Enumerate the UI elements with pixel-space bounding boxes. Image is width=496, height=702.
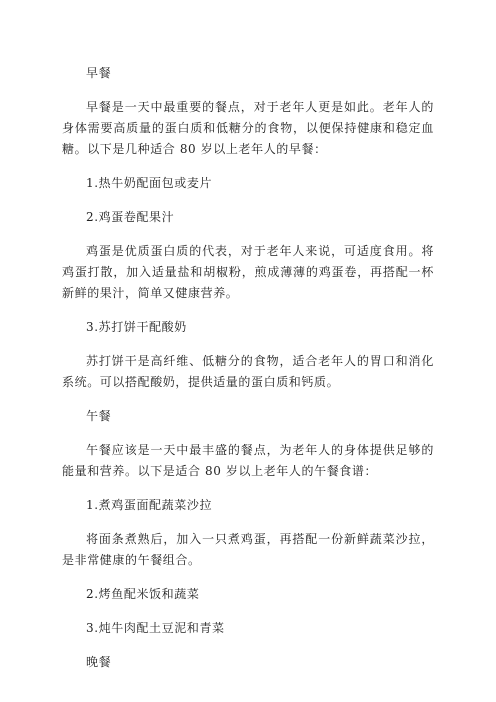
list-item-lunch-2: 2.烤鱼配米饭和蔬菜 (86, 587, 200, 601)
paragraph-noodles: 将面条煮熟后，加入一只煮鸡蛋，再搭配一份新鲜蔬菜沙拉，是非常健康的午餐组合。 (62, 532, 434, 567)
section-heading-dinner: 晚餐 (86, 655, 112, 669)
list-item-lunch-3: 3.炖牛肉配土豆泥和青菜 (86, 621, 225, 635)
paragraph-egg-roll: 鸡蛋是优质蛋白质的代表，对于老年人来说，可适度食用。将鸡蛋打散，加入适量盐和胡椒粉，煎成薄薄的鸡蛋卷，再搭配一杯新鲜的果汁，简单又健康营养。 (62, 244, 434, 300)
section-heading-breakfast: 早餐 (86, 66, 112, 80)
paragraph-soda-crackers: 苏打饼干是高纤维、低糖分的食物，适合老年人的胃口和消化系统。可以搭配酸奶，提供适量的蛋白质和钙质。 (62, 354, 434, 389)
list-item-breakfast-3: 3.苏打饼干配酸奶 (86, 320, 187, 334)
paragraph-lunch-intro: 午餐应该是一天中最丰盛的餐点，为老年人的身体提供足够的能量和营养。以下是适合 80 岁以上老年人的午餐食谱： (62, 443, 434, 478)
list-item-lunch-1: 1.煮鸡蛋面配蔬菜沙拉 (86, 498, 213, 512)
section-heading-lunch: 午餐 (86, 409, 112, 423)
paragraph-breakfast-intro: 早餐是一天中最重要的餐点，对于老年人更是如此。老年人的身体需要高质量的蛋白质和低糖分的食物，以便保持健康和稳定血糖。以下是几种适合 80 岁以上老年人的早餐： (62, 100, 434, 156)
list-item-breakfast-2: 2.鸡蛋卷配果汁 (86, 210, 175, 224)
list-item-breakfast-1: 1.热牛奶配面包或麦片 (86, 176, 213, 190)
